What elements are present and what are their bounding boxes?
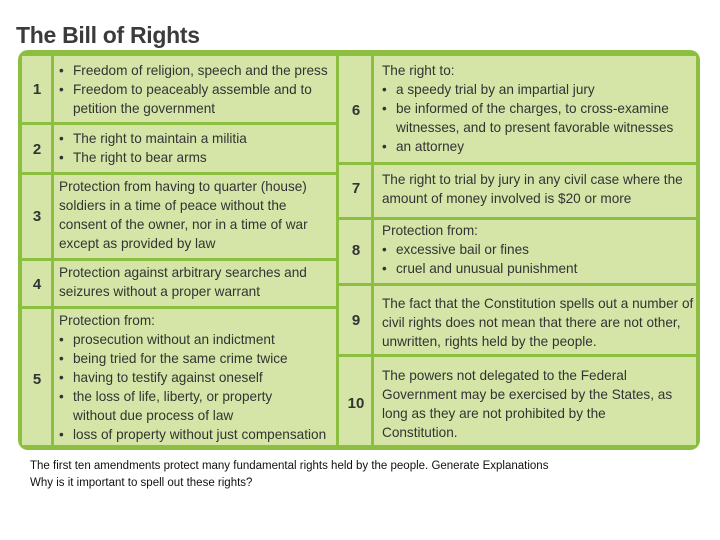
amendment-number-3: 3: [32, 208, 42, 225]
amendment-number-1: 1: [32, 81, 42, 98]
list-item: • Freedom of religion, speech and the press: [59, 61, 341, 80]
amendment-text-1: [59, 61, 341, 118]
amendment-number-4: 4: [32, 276, 42, 293]
list-item: • cruel and unusual punishment: [382, 259, 692, 278]
amendment-text-5: [59, 311, 339, 444]
amendment-intro: The right to:: [382, 63, 455, 78]
list-item: • loss of property without just compensation: [59, 425, 339, 444]
page-title: The Bill of Rights: [16, 22, 200, 48]
amendment-text-10: The powers not delegated to the Federal Government may be exercised by the States, as long as they are not prohibited by the Constitution.: [382, 368, 673, 440]
amendment-text-8: [382, 221, 692, 278]
amendment-number-7: 7: [351, 180, 361, 197]
caption: [30, 458, 670, 492]
list-item: • The right to maintain a militia: [59, 129, 341, 148]
list-item: • an attorney: [382, 137, 692, 156]
amendment-intro: Protection from:: [59, 313, 155, 328]
list-item: • having to testify against oneself: [59, 368, 339, 387]
list-item: • a speedy trial by an impartial jury: [382, 80, 692, 99]
list-item: • Freedom to peaceably assemble and to petition the government: [59, 80, 341, 118]
list-item: • prosecution without an indictment: [59, 330, 339, 349]
list-item: • the loss of life, liberty, or property without due process of law: [59, 387, 303, 425]
amendment-intro: Protection from:: [382, 223, 478, 238]
amendment-number-2: 2: [32, 141, 42, 158]
amendment-number-9: 9: [351, 312, 361, 329]
amendment-number-6: 6: [351, 102, 361, 119]
list-item: • be informed of the charges, to cross-examine witnesses, and to present favorable witnesses: [382, 99, 692, 137]
amendment-text-7: The right to trial by jury in any civil case where the amount of money involved is $20 or more: [382, 172, 683, 206]
amendment-number-5: 5: [32, 371, 42, 388]
amendment-text-6: [382, 61, 692, 156]
caption-line: The first ten amendments protect many fundamental rights held by the people. Generate Explanations: [30, 460, 549, 472]
amendment-number-10: 10: [347, 395, 365, 412]
amendment-number-8: 8: [351, 242, 361, 259]
amendment-text-4: Protection against arbitrary searches and seizures without a proper warrant: [59, 265, 307, 299]
list-item: • The right to bear arms: [59, 148, 341, 167]
amendment-text-9: The fact that the Constitution spells out a number of civil rights does not mean that there are not other, unwritten, rights held by the people.: [382, 296, 694, 349]
list-item: • being tried for the same crime twice: [59, 349, 339, 368]
amendment-text-3: Protection from having to quarter (house) soldiers in a time of peace without the consent of the owner, nor in a time of war except as provided by law: [59, 179, 308, 251]
list-item: • excessive bail or fines: [382, 240, 692, 259]
caption-question: Why is it important to spell out these rights?: [30, 477, 253, 489]
amendment-text-2: [59, 129, 341, 167]
